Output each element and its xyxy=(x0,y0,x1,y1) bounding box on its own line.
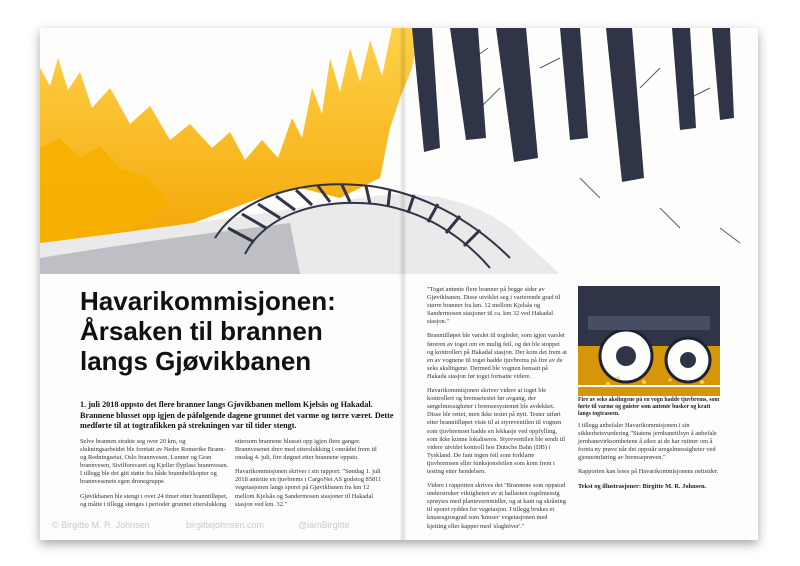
article-lead: 1. juli 2018 oppsto det flere branner langs Gjøvikbanen mellom Kjelsås og Hakadal. Brannene blusset opp igjen de påfølgende dagene grunnet det varme og tørre været. Dette medførte til at togtrafikken på strekningen var til tider stengt. xyxy=(80,400,394,430)
article-headline: Havarikommisjonen: Årsaken til brannen langs Gjøvikbanen xyxy=(80,286,336,376)
watermark-copyright: © Birgitte M. R. Johnsen xyxy=(52,520,150,530)
paragraph: Havarikommisjonen skriver i sin rapport: "Søndag 1. juli 2018 anteitte en tjuvbrems i CargoNet AS godstog 85811 vegetasjonen langs sporet på Gjøvikbanen fra km 12 mellom Kjelsås og Sandermosen stasjoner til Hakadal stasjon ved km. 32." xyxy=(235,468,382,508)
photo-caption: Fire av seks akslingene på en vogn hadde tjuvbrems, som førte til varme og gnister som antente busker og kratt langs togtraseen. xyxy=(578,397,720,417)
paragraph: Gjøvikbanen ble stengt i over 24 timer etter branntilløpet, og måtte i tillegg stenges i perioder grunnet etterslukking xyxy=(80,492,228,508)
paragraph: Branntilløpet ble varslet til togleder, som igjen varslet føreren av toget om en mulig feil, og det ble stoppet og kontrollert på Hakadal stasjon. Der kom det frem at en av vognene til toget hadde tjuvbrems på fire av de seks akslingene. Dermed ble vognen hensatt på Hakada stasjon før toget fortsatte videre. xyxy=(427,332,567,380)
watermark-handle: @iamBirgitte xyxy=(298,520,350,530)
illustration-train-wheel xyxy=(578,286,720,414)
page-gutter xyxy=(399,28,407,540)
magazine-spread xyxy=(40,28,758,540)
paragraph: "Toget antente flere branner på begge sider av Gjøvikbanen. Disse utviklet seg i varierende grad til større branner fra km. 12 mellom Kjelsås og Sandermosen stasjoner til ca. km 32 ved Hakadal stasjon." xyxy=(427,286,561,326)
body-column-1 xyxy=(80,438,230,515)
paragraph: ettersom brannene blusset opp igjen flere ganger. Brannvesenet drev med etterslukking i området frem til onsdag 4. juli, fire døgnet etter brannene oppsto. xyxy=(235,438,377,462)
watermark-website: birgittejohnsen.com xyxy=(186,520,265,530)
paragraph: I tillegg anbefaler Havarikommisjonen i sin sikkerhetsvurdering "Statens jernbanetilsyn å anbefale jernbanevirksomhetene å sikre at de har rutiner om å foreta ny prøve når det oppstår uregelmessigheter ved gjennomføring av bremseprøven." xyxy=(578,422,717,462)
paragraph: Rapporten kan leses på Havarikommisjonens nettsider. xyxy=(578,468,719,476)
body-column-3 xyxy=(427,286,567,537)
paragraph: Havarikommisjonen skriver videre at toget ble kontrollert og bremsetestet før avgang, der sørgelmessigheter i bremsesystemet ble avdekket. Disse ble rettet, men ikke testet på nytt. Tester utført etter branntilløpet viste til at styreventilen til vognen som tjuvbremset hadde en lekkasje ved oppfylling, som ikke kunne lokaliseres. Styreventilen ble sendt til videre utvidet kontroll hos Dutsche Bahn (DB) i Tyskland. De fant ingen feil som forklarte tjuvbremsen eller funksjonsfeilen som kom frem i testing etter hendelsen. xyxy=(427,387,566,475)
author-credit: Tekst og illustrasjoner: Birgitte M. R. Johnsen. xyxy=(578,482,707,490)
paragraph: Videre i rapporten skrives det "Brannene som oppstod understreker viktigheten av at ballasten regelmessig sprøytes med plantevernmidler, og at kant og skråning til sporet ryddes for vegetasjon. I tillegg brukes et knusesgrusgrad som 'knuser' vegetasjonen med kjetting eller kapper med 'slaghtiver'." xyxy=(427,482,566,530)
body-column-4 xyxy=(578,422,720,497)
paragraph: Selve brannen strakte seg over 20 km, og slukningsarbeidet ble foretatt av Nedre Romerike Brann- og Redningsetat, Oslo brannvesen, Lunner og Gran brannvesen, Sivilforsvaret og Kjeller flyplass brannvesen. I tillegg ble det gitt støtte fra både brannhelikopter og brannvesenets egen dronegruppe. xyxy=(80,438,229,486)
body-column-2 xyxy=(235,438,390,515)
